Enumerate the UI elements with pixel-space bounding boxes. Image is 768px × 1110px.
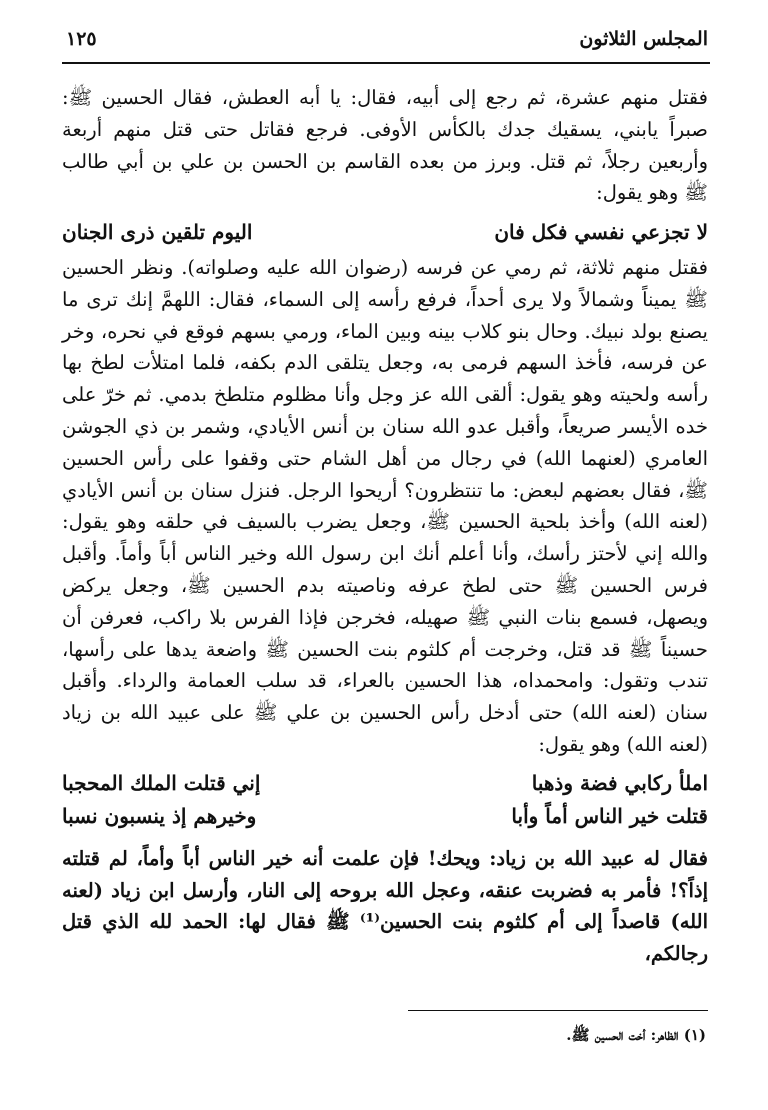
verse-hemistich: املأ ركابي فضة وذهبا	[531, 770, 708, 795]
running-head	[66, 28, 708, 58]
verse-hemistich: قتلت خير الناس أماً وأبا	[511, 803, 708, 828]
header-rule	[62, 62, 710, 64]
verse-hemistich: لا تجزعي نفسي فكل فان	[494, 220, 708, 245]
verse-hemistich: اليوم تلقين ذرى الجنان	[62, 220, 253, 245]
verse-line	[62, 800, 708, 833]
chapter-title: المجلس الثلاثون	[579, 28, 708, 50]
poem-block	[62, 767, 708, 833]
paragraph-1: فقتل منهم عشرة، ثم رجع إلى أبيه، فقال: يا أبه العطش، فقال الحسين ﷺ: صبراً يابني، يسقيك جدك بالكأس الأوفى. فرجع فقاتل حتى قتل منهم أربعة وأربعين رجلاً، ثم قتل. وبرز من بعده القاسم بن الحسن بن علي بن أبي طالب ﷺ وهو يقول:	[62, 86, 708, 205]
verse-line	[62, 767, 708, 800]
page-number: ١٢٥	[66, 28, 97, 50]
paragraph-2: فقتل منهم ثلاثة، ثم رمي عن فرسه (رضوان الله عليه وصلواته). ونظر الحسين ﷺ يميناً وشمالاً ولا يرى أحداً، فرفع رأسه إلى السماء، فقال: اللهمَّ إنك ترى ما يصنع بولد نبيك. وحال بنو كلاب بينه وبين الماء، ورمي بسهم فوقع في نحره، وخر عن فرسه، فأخذ السهم فرمى به، وجعل يتلقى الدم بكفه، فلما امتلأت لطخ بها رأسه ولحيته وهو يقول: ألقى الله عز وجل وأنا مظلوم متلطخ بدمي. ثم خرّ على خده الأيسر صريعاً، وأقبل عدو الله سنان بن أنس الأيادي، وشمر بن ذي الجوشن العامري (لعنهما الله) في رجال من أهل الشام حتى وقفوا على رأس الحسين ﷺ، فقال بعضهم لبعض: ما تنتظرون؟ أريحوا الرجل. فنزل سنان بن أنس الأيادي (لعنه الله) وأخذ بلحية الحسين ﷺ، وجعل يضرب بالسيف في حلقه وهو يقول: والله إني لأحتز رأسك، وأنا أعلم أنك ابن رسول الله وخير الناس أباً وأماً. وأقبل فرس الحسين ﷺ حتى لطخ عرفه وناصيته بدم الحسين ﷺ، وجعل يركض ويصهل، فسمع بنات النبي ﷺ صهيله، فخرجن فإذا الفرس بلا راكب، فعرفن أن حسيناً ﷺ قد قتل، وخرجت أم كلثوم بنت الحسين ﷺ واضعة يدها على رأسها، تندب وتقول: وامحمداه، هذا الحسين بالعراء، قد سلب العمامة والرداء. وأقبل سنان (لعنه الله) حتى أدخل رأس الحسين بن علي ﷺ على عبيد الله بن زياد (لعنه الله) وهو يقول:	[62, 255, 708, 756]
body-text	[62, 82, 708, 970]
footnote: (١) الظاهر: أخت الحسين ﷺ.	[566, 1026, 706, 1044]
verse-hemistich: وخيرهم إذ ينسبون نسبا	[62, 803, 257, 828]
footnote-rule	[408, 1010, 708, 1011]
verse-hemistich: إني قتلت الملك المحجبا	[62, 770, 261, 795]
paragraph-3: فقال له عبيد الله بن زياد: ويحك! فإن علمت أنه خير الناس أباً وأماً، لم قتلته إذاً؟! فأمر به فضربت عنقه، وعجل الله بروحه إلى النار، وأرسل ابن زياد (لعنه الله) قاصداً إلى أم كلثوم بنت الحسين⁽¹⁾ ﷺ فقال لها: الحمد لله الذي قتل رجالكم،	[62, 846, 708, 966]
verse-line	[62, 217, 708, 249]
